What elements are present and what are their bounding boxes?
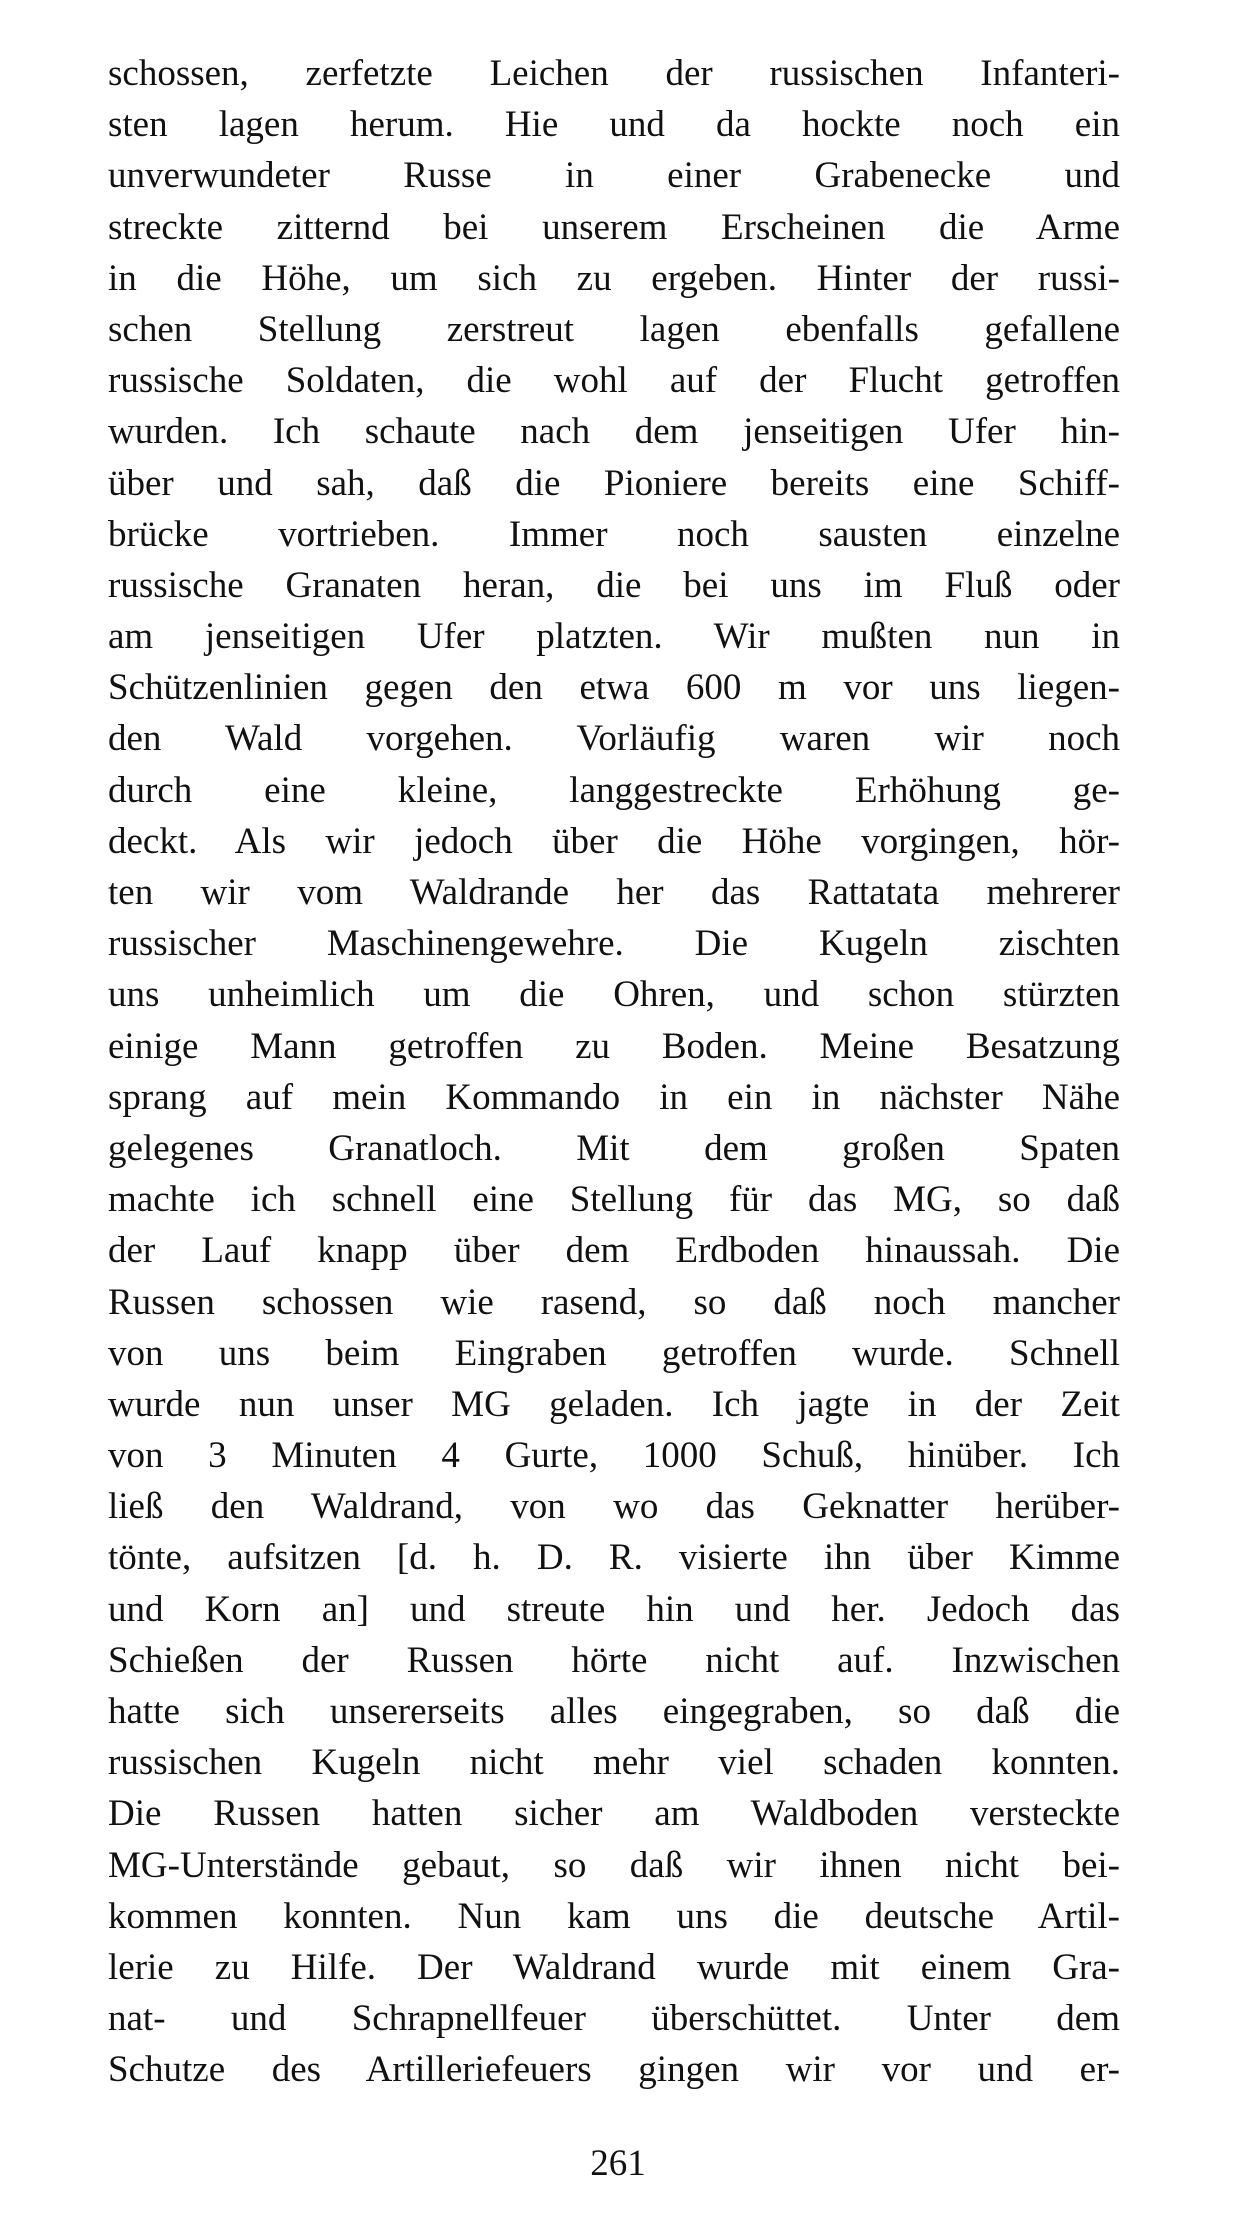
text-line: den Wald vorgehen. Vorläufig waren wir noch — [108, 718, 1120, 760]
text-line: sprang auf mein Kommando in ein in nächster Nähe — [108, 1076, 1120, 1118]
text-line: unverwundeter Russe in einer Grabenecke und — [108, 155, 1120, 197]
text-line: brücke vortrieben. Immer noch sausten einzelne — [108, 513, 1120, 555]
text-line: der Lauf knapp über dem Erdboden hinaussah. Die — [108, 1230, 1120, 1272]
text-line: schossen, zerfetzte Leichen der russischen Infanteri- — [108, 53, 1120, 94]
text-line: sten lagen herum. Hie und da hockte noch ein — [108, 104, 1120, 146]
text-line: über und sah, daß die Pioniere bereits eine Schiff- — [108, 462, 1120, 504]
text-line: wurden. Ich schaute nach dem jenseitigen Ufer hin- — [108, 411, 1120, 453]
text-line: Schützenlinien gegen den etwa 600 m vor uns liegen- — [108, 667, 1120, 709]
text-line: machte ich schnell eine Stellung für das MG, so daß — [108, 1179, 1120, 1221]
text-line: gelegenes Granatloch. Mit dem großen Spaten — [108, 1127, 1120, 1169]
text-line: am jenseitigen Ufer platzten. Wir mußten nun in — [108, 616, 1120, 658]
text-line: kommen konnten. Nun kam uns die deutsche Artil- — [108, 1895, 1120, 1937]
text-line: ließ den Waldrand, von wo das Geknatter herüber- — [108, 1486, 1120, 1528]
text-line: deckt. Als wir jedoch über die Höhe vorgingen, hör- — [108, 820, 1120, 862]
text-line: tönte, aufsitzen [d. h. D. R. visierte ihn über Kimme — [108, 1537, 1120, 1579]
text-line: russische Soldaten, die wohl auf der Flucht getroffen — [108, 360, 1120, 402]
text-line: russischen Kugeln nicht mehr viel schaden konnten. — [108, 1742, 1120, 1784]
page-number: 261 — [590, 2143, 646, 2184]
text-line: MG-Unterstände gebaut, so daß wir ihnen nicht bei- — [108, 1844, 1120, 1886]
text-line: Die Russen hatten sicher am Waldboden versteckte — [108, 1793, 1120, 1835]
text-line: lerie zu Hilfe. Der Waldrand wurde mit einem Gra- — [108, 1946, 1120, 1988]
text-line: durch eine kleine, langgestreckte Erhöhung ge- — [108, 769, 1120, 811]
text-line: von 3 Minuten 4 Gurte, 1000 Schuß, hinüber. Ich — [108, 1435, 1120, 1477]
text-line: russische Granaten heran, die bei uns im Fluß oder — [108, 564, 1120, 606]
text-line: in die Höhe, um sich zu ergeben. Hinter der russi- — [108, 257, 1120, 299]
text-line: streckte zitternd bei unserem Erscheinen die Arme — [108, 206, 1120, 248]
text-line: und Korn an] und streute hin und her. Jedoch das — [108, 1588, 1120, 1630]
text-line: Schutze des Artilleriefeuers gingen wir vor und er- — [108, 2049, 1120, 2091]
text-line: ten wir vom Waldrande her das Rattatata mehrerer — [108, 872, 1120, 913]
text-line: einige Mann getroffen zu Boden. Meine Besatzung — [108, 1025, 1120, 1067]
text-line: uns unheimlich um die Ohren, und schon stürzten — [108, 974, 1120, 1016]
text-line: Russen schossen wie rasend, so daß noch mancher — [108, 1281, 1120, 1323]
text-line: wurde nun unser MG geladen. Ich jagte in der Zeit — [108, 1383, 1120, 1425]
text-line: schen Stellung zerstreut lagen ebenfalls gefallene — [108, 308, 1120, 350]
text-line: russischer Maschinengewehre. Die Kugeln zischten — [108, 923, 1120, 965]
text-line: Schießen der Russen hörte nicht auf. Inzwischen — [108, 1639, 1120, 1681]
text-line: nat- und Schrapnellfeuer überschüttet. Unter dem — [108, 1998, 1120, 2040]
body-text — [108, 48, 1120, 2096]
text-line: hatte sich unsererseits alles eingegraben, so daß die — [108, 1691, 1120, 1732]
text-line: von uns beim Eingraben getroffen wurde. Schnell — [108, 1332, 1120, 1374]
